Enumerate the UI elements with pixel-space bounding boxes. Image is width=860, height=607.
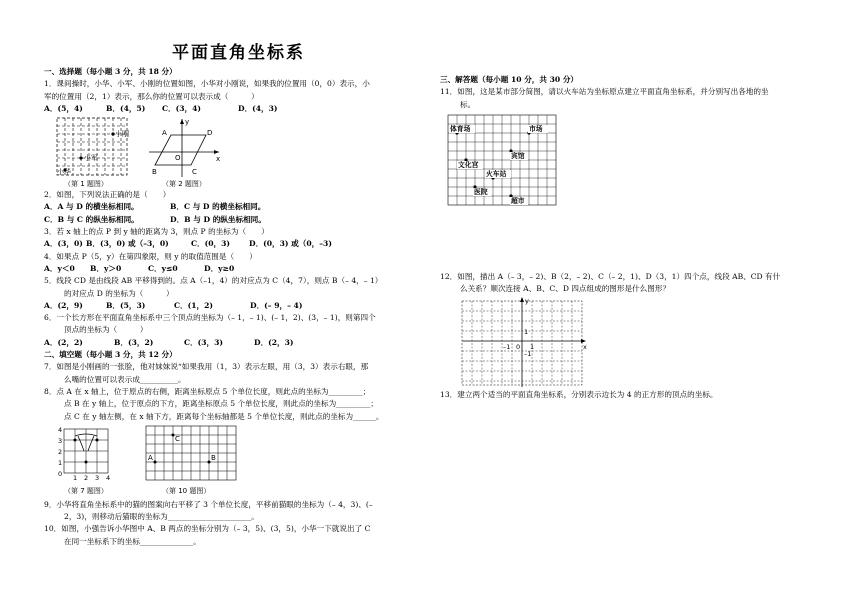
fig10-caption: （第 10 题图） <box>162 486 211 495</box>
fig2-label-a: A <box>162 129 167 138</box>
q12-line2: 么关系？顺次连接 A、B、C、D 四点组成的图形是什么图形？ <box>460 284 671 294</box>
q11-answer-space <box>440 211 820 271</box>
section-3-heading: 三、解答题（每小题 10 分，共 30 分） <box>440 75 579 84</box>
q5-option-b: B．(5，3) <box>106 300 146 310</box>
q6-line1: 6．一个长方形在平面直角坐标系中三个顶点的坐标为（– 1，– 1)、(– 1，2)、(3，– 1)，则第四个 <box>44 313 376 323</box>
section-1-heading: 一、选择题（每小题 3 分，共 18 分） <box>44 67 177 76</box>
fig2-label-b: B <box>152 168 157 177</box>
q12-ytick-minus1: –1 <box>524 350 532 359</box>
q8-line3: 点 C 在 y 轴左侧，在 x 轴下方，距离每个坐标轴都是 5 个单位长度，则此点的坐标为______。 <box>64 411 384 421</box>
fig7-caption: （第 7 题图） <box>64 486 108 495</box>
q4-option-d: D．y≥0 <box>204 263 235 273</box>
q11-map-grid <box>448 115 556 205</box>
fig1-label-xiaojun: 小军 <box>84 154 98 163</box>
map-label-supermarket: 超市 <box>511 196 525 205</box>
q7-line2: 么嘴的位置可以表示成__________。 <box>64 374 186 384</box>
q4-option-a: A．y＜0 <box>44 263 75 273</box>
map-label-hospital: 医院 <box>474 187 488 196</box>
q6-option-b: B．(3，2) <box>114 337 154 347</box>
q6-options <box>44 337 436 349</box>
q6-option-c: C．(3，3) <box>184 337 223 347</box>
fig7-tick-2: 2 <box>84 473 89 482</box>
left-column <box>44 66 436 548</box>
map-label-hotel: 宾馆 <box>511 151 525 160</box>
fig2-label-x: x <box>216 155 221 164</box>
q5-options <box>44 300 436 312</box>
map-label-cultural-palace: 文化宫 <box>458 160 479 169</box>
q9-line2: 2，3)，则移动后猫眼的坐标为______________________。 <box>64 512 259 522</box>
q5-line1: 5．线段 CD 是由线段 AB 平移得到的。点 A（–1，4）的对应点为 C（4，7），则点 B（– 4，– 1） <box>44 276 383 286</box>
figures-7-10 <box>44 423 436 499</box>
fig7-fig10-svg <box>44 423 436 499</box>
q5-line2: 的对应点 D 的坐标为（ ） <box>64 288 174 298</box>
q5-option-a: A．(2，9) <box>44 300 83 310</box>
q2-option-d: D．B 与 D 的纵坐标相同。 <box>170 214 266 224</box>
fig7-face-grid <box>58 426 110 482</box>
fig2-label-o: O <box>175 154 181 163</box>
q6-option-d: D．(2，3) <box>254 337 294 347</box>
q4-option-c: C．y≤0 <box>148 263 178 273</box>
q12-ytick-1: 1 <box>524 328 529 337</box>
q1-option-c: C．(3，4) <box>162 103 201 113</box>
page-title: 平面直角坐标系 <box>172 43 305 63</box>
q12-line1: 12．如图，描出 A（– 3，– 2)、B（2，– 2)、C（– 2，1)、D（3，1）四个点，线段 AB、CD 有什 <box>440 271 781 281</box>
fig1-fig2-svg <box>44 115 436 189</box>
q13-stem: 13．建立两个适当的平面直角坐标系，分别表示边长为 4 的正方形的顶点的坐标。 <box>440 390 718 400</box>
q6-option-a: A．(2，2) <box>44 337 83 347</box>
q1-line1: 1．课间操时，小华、小军、小刚的位置如图，小华对小刚说，如果我的位置用（0，0）表示，小 <box>44 79 370 89</box>
q3-option-d: D．(0，3) 或（0，–3) <box>249 239 332 249</box>
fig2-label-c: C <box>192 168 197 177</box>
figures-1-2 <box>44 115 436 189</box>
q3-option-c: C．(0，3) <box>191 239 230 249</box>
q11-line2: 标。 <box>460 99 476 109</box>
q4-options <box>44 263 436 275</box>
q12-axis-y-label: y <box>525 297 529 306</box>
fig2-caption: （第 2 题图） <box>162 180 206 189</box>
fig2-label-y: y <box>185 118 190 127</box>
fig10-grid <box>146 426 236 480</box>
q2-option-a: A．A 与 D 的横坐标相同。 <box>44 202 139 212</box>
q8-line2: 点 B 在 y 轴上，位于原点的下方，距离坐标原点 5 个单位长度，则此点的坐标为_________； <box>64 399 378 409</box>
fig1-label-xiaohua: 小华 <box>57 168 71 177</box>
fig7-ytick-4: 4 <box>58 425 63 434</box>
q1-option-d: D．(4，3) <box>238 103 278 113</box>
q10-line1: 10．如图，小强告诉小华图中 A、B 两点的坐标分别为（– 3，5)、(3，5)，小华一下就说出了 C <box>44 524 371 534</box>
q10-line2: 在同一坐标系下的坐标______________。 <box>64 536 201 546</box>
q12-grid-figure <box>440 295 820 389</box>
fig7-tick-4: 4 <box>106 473 111 482</box>
q12-xtick-1: 1 <box>530 343 535 352</box>
fig2-label-d: D <box>207 129 213 138</box>
q3-stem: 3．若 x 轴上的点 P 到 y 轴的距离为 3，则点 P 的坐标为（ ） <box>44 227 269 237</box>
q5-option-c: C．(1，2) <box>174 300 213 310</box>
fig10-label-c: C <box>175 434 180 443</box>
q9-line1: 9．小华将直角坐标系中的猫的图案向右平移了 3 个单位长度，平移前猫眼的坐标为（– 4，3)、(– <box>44 499 373 509</box>
right-column <box>440 74 820 402</box>
q1-options <box>44 103 436 115</box>
q2-option-c: C．B 与 C 的纵坐标相同。 <box>44 214 139 224</box>
fig10-label-a: A <box>148 453 153 462</box>
q12-coordinate-grid <box>462 297 587 387</box>
q2-options-row1 <box>44 201 436 213</box>
q12-axis-x-label: x <box>583 343 587 352</box>
fig1-label-xiaogang: 小刚 <box>115 130 129 139</box>
q2-stem: 2．如图，下列说法正确的是（ ） <box>44 190 171 200</box>
q11-line1: 11．如图，这是某市部分简图，请以火车站为坐标原点建立平面直角坐标系，并分别写出各地的坐 <box>440 87 769 97</box>
fig1-grid <box>57 118 129 176</box>
q6-line2: 顶点的坐标为（ ） <box>64 325 148 335</box>
fig10-label-b: B <box>211 453 216 462</box>
q4-option-b: B．y＞0 <box>90 263 122 273</box>
fig1-caption: （第 1 题图） <box>64 180 108 189</box>
q3-option-b: B．(3，0) 或（–3，0) <box>86 239 169 249</box>
fig7-ytick-2: 2 <box>58 447 63 456</box>
q1-line2: 军的位置用（2，1）表示，那么你的位置可以表示成（ ） <box>44 91 259 101</box>
q3-option-a: A．(3，0) <box>44 239 83 249</box>
q1-option-a: A．(5，4) <box>44 103 83 113</box>
fig7-tick-1: 1 <box>73 473 78 482</box>
map-label-stadium: 体育场 <box>450 124 471 133</box>
q8-line1: 8．点 A 在 x 轴上，位于原点的右侧，距离坐标原点 5 个单位长度，则此点的坐标为_________； <box>44 386 371 396</box>
q12-xtick-minus1: –1 <box>503 343 511 352</box>
fig7-ytick-1: 1 <box>58 458 63 467</box>
q11-map-svg <box>440 111 820 211</box>
q7-line1: 7．如图是小刚画的一张脸，他对妹妹说“如果我用（1，3）表示左眼，用（3，3）表示右眼，那 <box>44 362 369 372</box>
q3-options <box>44 238 436 250</box>
q12-grid-svg <box>440 295 820 389</box>
q4-stem: 4．如果点 P（5，y）在第四象限，则 y 的取值范围是（ ） <box>44 251 257 261</box>
fig7-ytick-3: 3 <box>58 436 63 445</box>
q12-origin-label: 0 <box>516 343 521 352</box>
q1-option-b: B．(4，5) <box>106 103 146 113</box>
q2-options-row2 <box>44 214 436 226</box>
q2-option-b: B．C 与 D 的横坐标相同。 <box>170 202 266 212</box>
fig2-parallelogram <box>149 118 220 177</box>
fig7-tick-0: 0 <box>58 469 63 478</box>
fig7-tick-3: 3 <box>95 473 100 482</box>
q11-map-figure <box>440 111 820 211</box>
map-label-train-station: 火车站 <box>486 169 507 178</box>
map-label-market: 市场 <box>529 124 543 133</box>
q5-option-d: D．(– 9，– 4) <box>250 300 303 310</box>
section-2-heading: 二、填空题（每小题 3 分，共 12 分） <box>44 350 177 360</box>
